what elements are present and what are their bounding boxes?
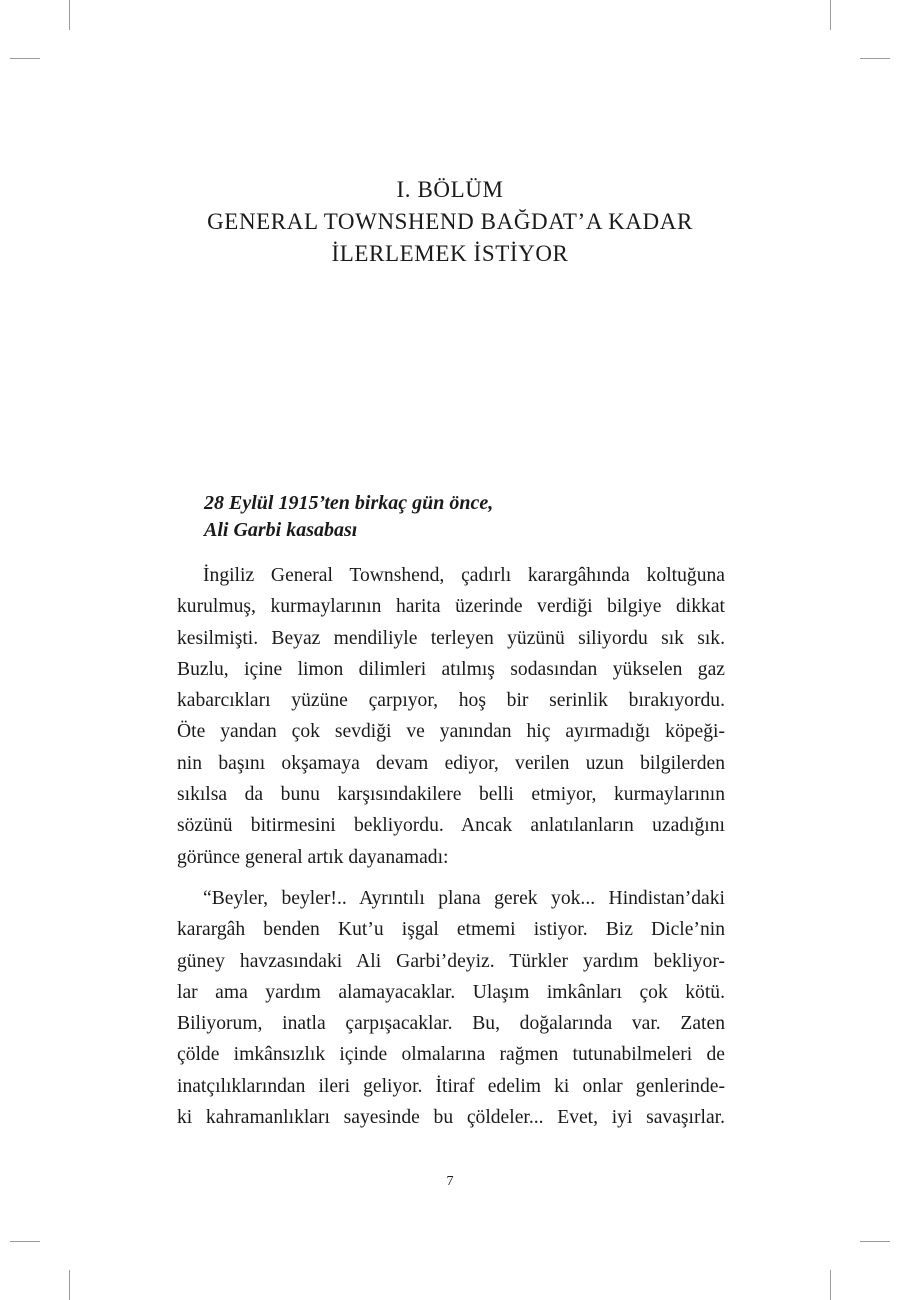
text-line: görünce general artık dayanamadı: [177, 846, 449, 868]
text-line: Buzlu, içine limon dilimleri atılmış sodasından yükselen gaz [177, 658, 725, 680]
text-line: nin başını okşamaya devam ediyor, verilen uzun bilgilerden [177, 752, 725, 774]
crop-mark-top-right [830, 0, 831, 30]
text-line: kabarcıkları yüzüne çarpıyor, hoş bir serinlik bırakıyordu. [177, 690, 725, 712]
text-line: sıkılsa da bunu karşısındakilere belli etmiyor, kurmaylarının [177, 784, 725, 806]
crop-mark-left-upper [10, 58, 40, 59]
text-line: “Beyler, beyler!.. Ayrıntılı plana gerek yok... Hindistan’daki [203, 887, 725, 909]
text-line: İngiliz General Townshend, çadırlı karargâhında koltuğuna [203, 565, 725, 586]
chapter-title [150, 174, 750, 270]
crop-mark-right-lower [860, 1241, 890, 1242]
text-line: inatçılıklarından ileri geliyor. İtiraf edelim ki onlar genlerinde- [177, 1075, 725, 1097]
section-heading-place: Ali Garbi kasabası [204, 519, 358, 541]
crop-mark-left-lower [10, 1241, 40, 1242]
crop-mark-right-upper [860, 58, 890, 59]
body-text [177, 560, 725, 1133]
crop-mark-bottom-right [830, 1270, 831, 1300]
section-heading [204, 490, 493, 544]
chapter-title-line-2: İLERLEMEK İSTİYOR [331, 241, 569, 266]
text-line: Biliyorum, inatla çarpışacaklar. Bu, doğalarında var. Zaten [177, 1013, 725, 1035]
crop-mark-bottom-left [69, 1270, 70, 1300]
page-number: 7 [446, 1174, 454, 1189]
chapter-title-line-1: GENERAL TOWNSHEND BAĞDAT’A KADAR [207, 209, 693, 234]
paragraph-1 [177, 560, 725, 873]
text-line: güney havzasındaki Ali Garbi’deyiz. Türkler yardım bekliyor- [177, 950, 725, 972]
text-line: lar ama yardım alamayacaklar. Ulaşım imkânları çok kötü. [177, 981, 725, 1003]
text-line: ki kahramanlıkları sayesinde bu çöldeler... Evet, iyi savaşırlar. [177, 1107, 725, 1129]
text-line: çölde imkânsızlık içinde olmalarına rağmen tutunabilmeleri de [177, 1044, 725, 1066]
crop-mark-top-left [69, 0, 70, 30]
text-line: sözünü bitirmesini bekliyordu. Ancak anlatılanların uzadığını [177, 815, 725, 837]
paragraph-2 [177, 883, 725, 1133]
chapter-number: I. BÖLÜM [396, 177, 504, 202]
text-line: kesilmişti. Beyaz mendiliyle terleyen yüzünü siliyordu sık sık. [177, 627, 725, 649]
section-heading-date: 28 Eylül 1915’ten birkaç gün önce, [204, 492, 494, 514]
text-line: karargâh benden Kut’u işgal etmemi istiyor. Biz Dicle’nin [177, 919, 725, 941]
text-line: Öte yandan çok sevdiği ve yanından hiç ayırmadığı köpeği- [177, 721, 725, 743]
text-line: kurulmuş, kurmaylarının harita üzerinde verdiği bilgiye dikkat [177, 596, 725, 618]
